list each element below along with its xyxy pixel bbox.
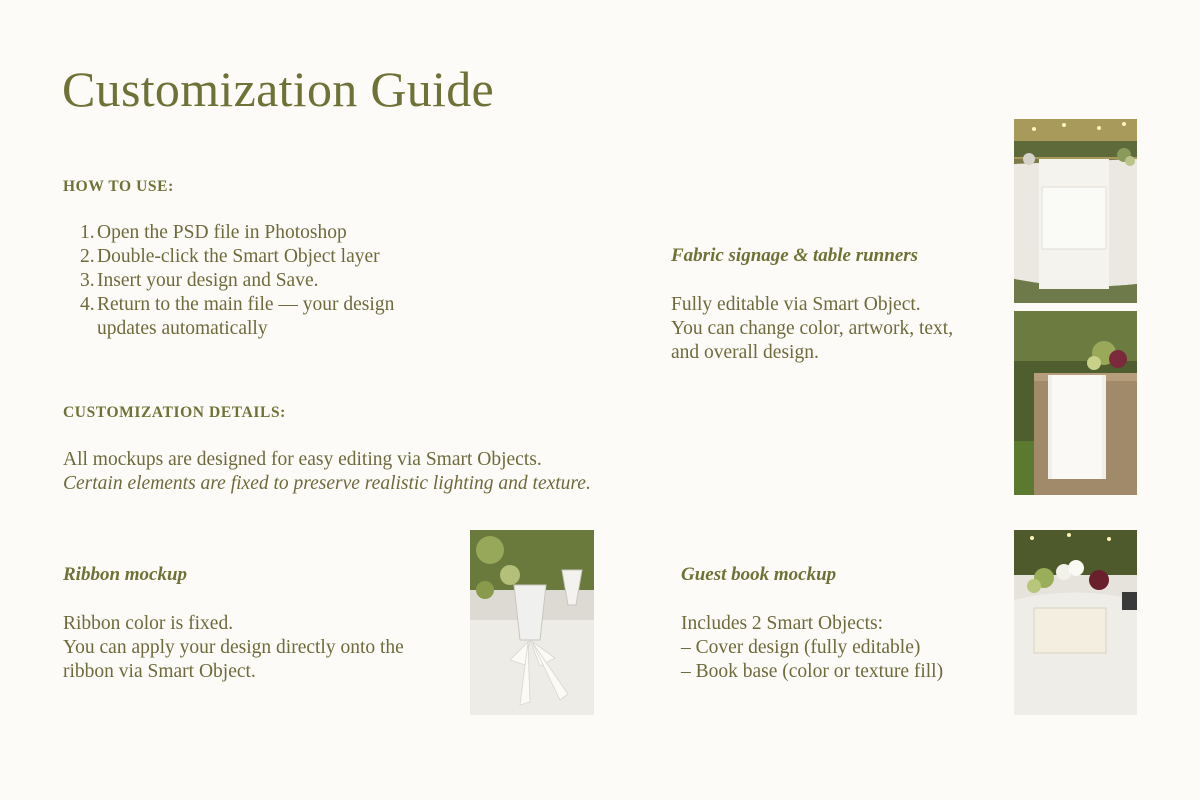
guest-book-text — [681, 612, 943, 684]
fabric-line: You can change color, artwork, text, — [671, 318, 954, 339]
step-item: 4. Return to the main file — your design updates automatically — [80, 294, 395, 339]
ribbon-line: Ribbon color is fixed. — [63, 613, 234, 634]
ribbon-line: You can apply your design directly onto the — [63, 637, 404, 658]
ribbon-heading: Ribbon mockup — [63, 564, 188, 585]
fabric-line: and overall design. — [671, 342, 819, 363]
table-runner-photo — [1014, 119, 1137, 303]
guest-book-photo — [1014, 530, 1137, 715]
ribbon-line: ribbon via Smart Object. — [63, 661, 256, 682]
step-item: 1. Open the PSD file in Photoshop — [80, 222, 347, 243]
fabric-line: Fully editable via Smart Object. — [671, 294, 921, 315]
step-item: 2. Double-click the Smart Object layer — [80, 246, 380, 267]
guest-book-heading: Guest book mockup — [681, 564, 837, 585]
guest-book-line: – Book base (color or texture fill) — [681, 661, 944, 682]
ribbon-photo — [470, 530, 594, 715]
how-to-use-heading: HOW TO USE: — [63, 178, 174, 195]
fabric-sign-photo — [1014, 311, 1137, 495]
guest-book-line: Includes 2 Smart Objects: — [681, 613, 883, 634]
customization-details-heading: CUSTOMIZATION DETAILS: — [63, 404, 286, 421]
customization-details-text — [63, 448, 591, 496]
fabric-heading: Fabric signage & table runners — [671, 245, 919, 266]
guest-book-line: – Cover design (fully editable) — [681, 637, 921, 658]
fabric-text — [671, 293, 953, 365]
details-line: All mockups are designed for easy editing via Smart Objects. — [63, 449, 542, 470]
how-to-use-steps — [63, 221, 483, 341]
page-title: Customization Guide — [62, 61, 495, 117]
step-item: 3. Insert your design and Save. — [80, 270, 319, 291]
details-line-italic: Certain elements are fixed to preserve realistic lighting and texture. — [63, 473, 591, 494]
ribbon-text — [63, 612, 404, 684]
